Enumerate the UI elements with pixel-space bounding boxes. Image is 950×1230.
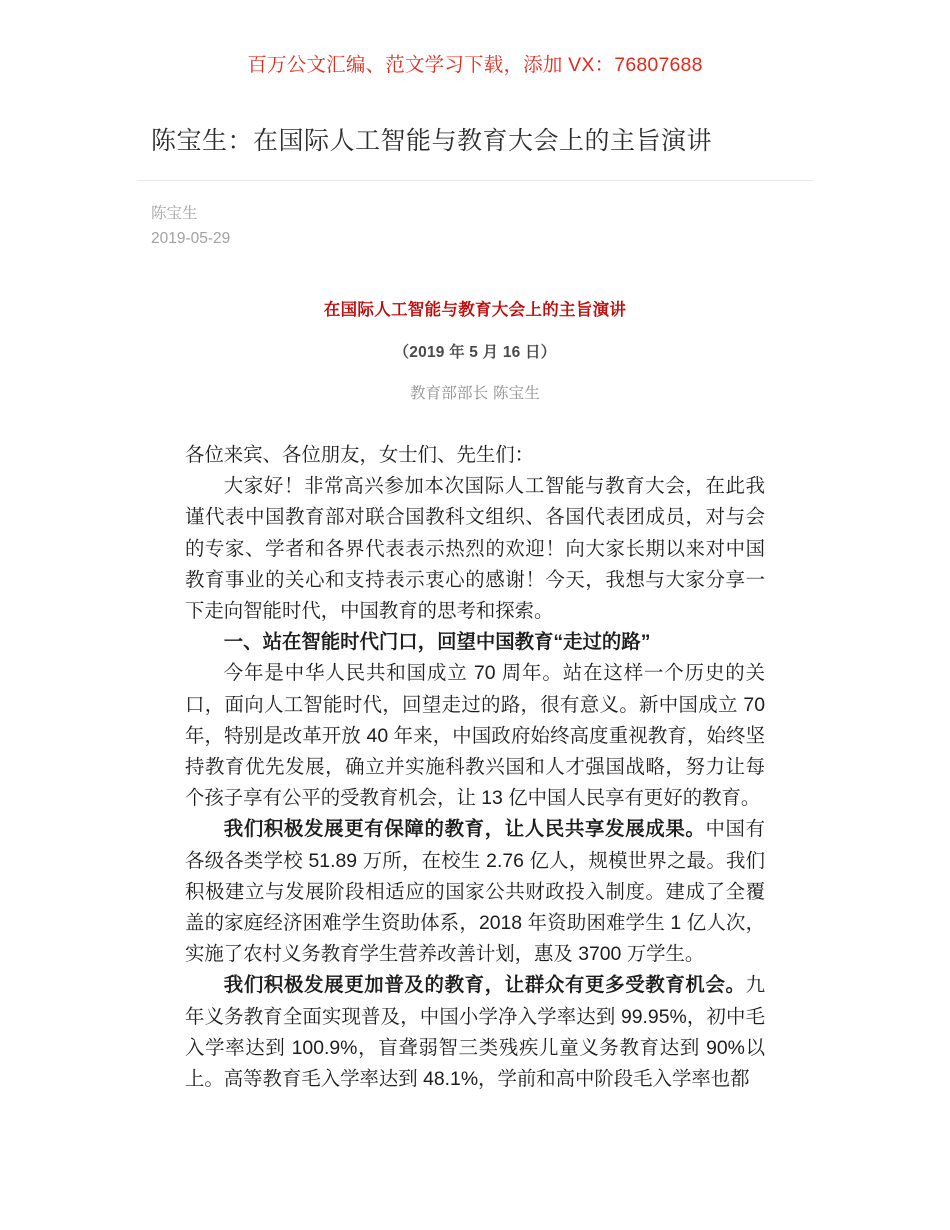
article-date: 2019-05-29 xyxy=(151,230,231,248)
speech-title: 在国际人工智能与教育大会上的主旨演讲 xyxy=(323,301,627,320)
document-body xyxy=(185,251,765,1095)
paragraph-text: 九年义务教育全面实现普及，中国小学净入学率达到 99.95%，初中毛入学率达到 100.9%，盲聋弱智三类残疾儿童义务教育达到 90%以上。高等教育毛入学率达到 48.1%，学前和高中阶段毛入学率也都 xyxy=(185,974,765,1091)
promo-banner: 百万公文汇编、范文学习下载，添加 VX：76807688 xyxy=(247,54,703,76)
paragraph-guaranteed-education xyxy=(185,814,765,970)
paragraph-bold-lead: 我们积极发展更有保障的教育，让人民共享发展成果。 xyxy=(223,818,706,841)
article-header xyxy=(137,79,813,251)
article-meta xyxy=(137,181,813,251)
speech-content xyxy=(185,403,765,1095)
paragraph-greeting xyxy=(185,471,765,627)
section-heading-text: 一、站在智能时代门口，回望中国教育“走过的路” xyxy=(223,631,651,654)
paragraph-text: 各位来宾、各位朋友，女士们、先生们： xyxy=(185,444,535,467)
paragraph-text: 今年是中华人民共和国成立 70 周年。站在这样一个历史的关口，面向人工智能时代，回望走过的路，很有意义。新中国成立 70 年，特别是改革开放 40 年来，中国政府始终高度重视教育，始终坚持教育优先发展，确立并实施科教兴国和人才强国战略，努力让每个孩子享有公平的受教育机会，让 13 亿中国人民享有更好的教育。 xyxy=(185,662,765,810)
paragraph-text: 中国有各级各类学校 51.89 万所，在校生 2.76 亿人，规模世界之最。我们积极建立与发展阶段相适应的国家公共财政投入制度。建成了全覆盖的家庭经济困难学生资助体系，2018 年资助困难学生 1 亿人次，实施了农村义务教育学生营养改善计划，惠及 3700 万学生。 xyxy=(185,818,765,966)
page-title: 陈宝生：在国际人工智能与教育大会上的主旨演讲 xyxy=(151,127,713,156)
paragraph-salutation xyxy=(185,440,765,471)
speech-author: 教育部部长 陈宝生 xyxy=(409,385,541,403)
paragraph-bold-lead: 我们积极发展更加普及的教育，让群众有更多受教育机会。 xyxy=(223,974,746,997)
section-heading-one xyxy=(185,627,765,658)
paragraph-text: 大家好！非常高兴参加本次国际人工智能与教育大会，在此我谨代表中国教育部对联合国教科文组织、各国代表团成员，对与会的专家、学者和各界代表表示热烈的欢迎！向大家长期以来对中国教育事业的关心和支持表示衷心的感谢！今天，我想与大家分享一下走向智能时代，中国教育的思考和探索。 xyxy=(185,475,765,623)
speech-date: （2019 年 5 月 16 日） xyxy=(393,344,557,362)
article-author: 陈宝生 xyxy=(151,205,198,223)
paragraph-popularized-education xyxy=(185,970,765,1095)
paragraph-seventy-years xyxy=(185,658,765,814)
